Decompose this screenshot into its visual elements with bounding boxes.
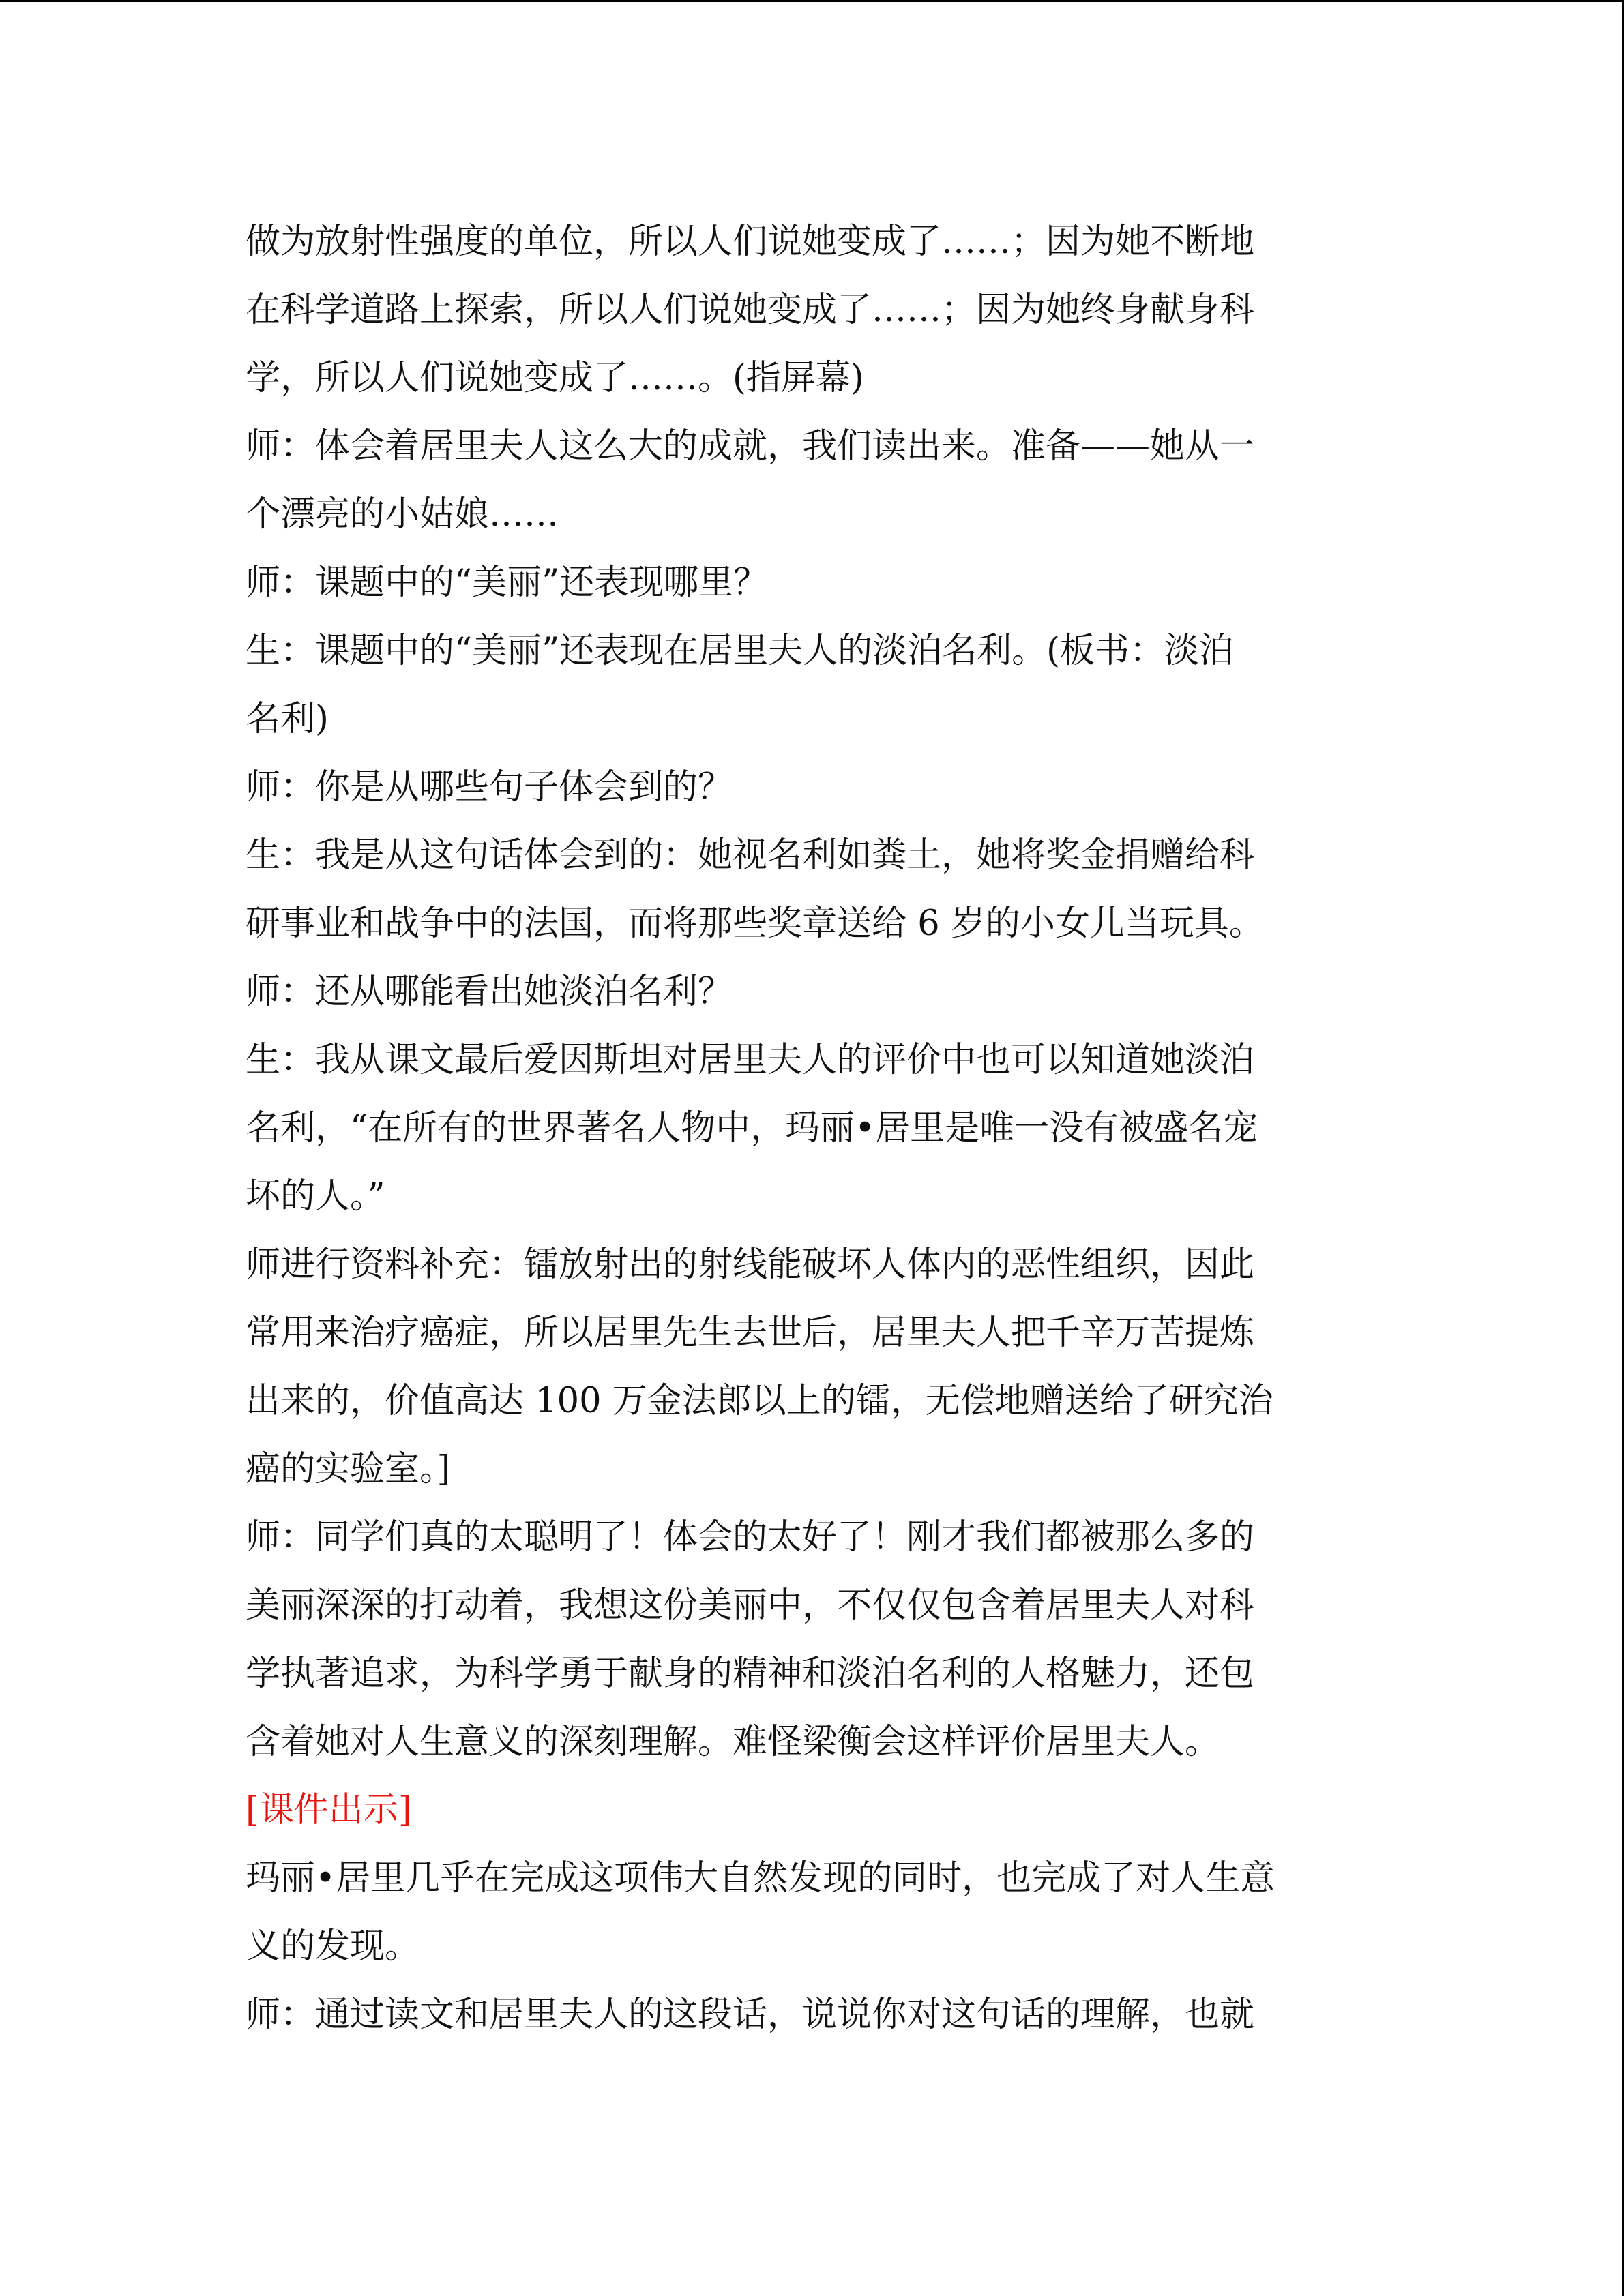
text-line: 师：课题中的“美丽”还表现哪里？ <box>246 563 769 603</box>
text-line: 玛丽•居里几乎在完成这项伟大自然发现的同时，也完成了对人生意 <box>246 1858 1275 1898</box>
text-line: 研事业和战争中的法国，而将那些奖章送给 6 岁的小女儿当玩具。 <box>246 904 1264 944</box>
text-line: 学，所以人们说她变成了……。(指屏幕) <box>246 358 864 398</box>
text-line: 师：体会着居里夫人这么大的成就，我们读出来。准备——她从一 <box>246 426 1255 466</box>
text-line: 义的发现。 <box>246 1926 420 1967</box>
text-line: 美丽深深的打动着，我想这份美丽中，不仅仅包含着居里夫人对科 <box>246 1585 1255 1626</box>
text-line: 出来的，价值高达 100 万金法郎以上的镭，无偿地赠送给了研究治 <box>246 1381 1273 1421</box>
text-line: 在科学道路上探索，所以人们说她变成了……；因为她终身献身科 <box>246 290 1255 330</box>
text-line: 师进行资料补充：镭放射出的射线能破坏人体内的恶性组织，因此 <box>246 1244 1255 1285</box>
courseware-heading: [课件出示] <box>246 1790 412 1830</box>
text-line: 学执著追求，为科学勇于献身的精神和淡泊名利的人格魅力，还包 <box>246 1654 1255 1694</box>
text-line: 个漂亮的小姑娘…… <box>246 494 559 535</box>
text-line: 师：还从哪能看出她淡泊名利？ <box>246 972 733 1012</box>
text-line: 含着她对人生意义的深刻理解。难怪梁衡会这样评价居里夫人。 <box>246 1722 1220 1762</box>
document-body <box>246 208 1378 2049</box>
text-line: 坏的人。” <box>246 1176 385 1217</box>
text-line: 师：同学们真的太聪明了！体会的太好了！刚才我们都被那么多的 <box>246 1517 1255 1557</box>
text-line: 师：你是从哪些句子体会到的？ <box>246 767 733 807</box>
text-line: 生：我是从这句话体会到的：她视名利如粪土，她将奖金捐赠给科 <box>246 835 1255 876</box>
text-line: 生：课题中的“美丽”还表现在居里夫人的淡泊名利。(板书：淡泊 <box>246 631 1235 671</box>
text-line: 生：我从课文最后爱因斯坦对居里夫人的评价中也可以知道她淡泊 <box>246 1040 1255 1080</box>
text-line: 常用来治疗癌症，所以居里先生去世后，居里夫人把千辛万苦提炼 <box>246 1313 1255 1353</box>
text-line: 做为放射性强度的单位，所以人们说她变成了……；因为她不断地 <box>246 222 1255 262</box>
text-line: 名利) <box>246 699 329 739</box>
text-line: 名利，“在所有的世界著名人物中，玛丽•居里是唯一没有被盛名宠 <box>246 1108 1258 1148</box>
text-line: 癌的实验室。] <box>246 1449 451 1489</box>
text-line: 师：通过读文和居里夫人的这段话，说说你对这句话的理解，也就 <box>246 1995 1255 2035</box>
